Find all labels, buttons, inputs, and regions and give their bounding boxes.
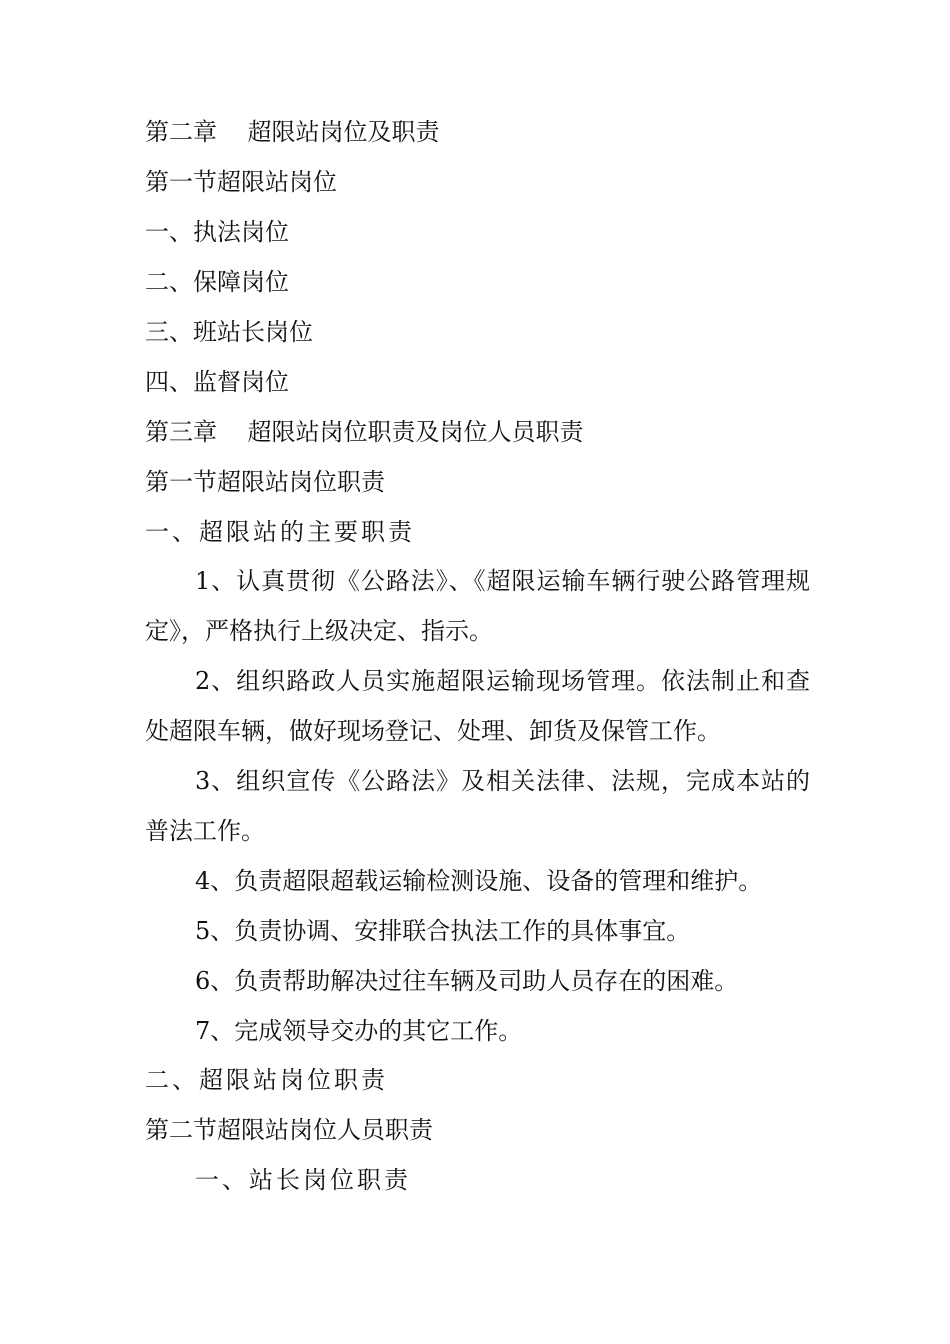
section-heading: 第一节超限站岗位职责 [145,468,385,496]
list-item: 三、班站长岗位 [145,318,313,346]
duty-paragraph: 1、认真贯彻《公路法》、《超限运输车辆行驶公路管理规定》，严格执行上级决定、指示。 [145,567,810,645]
duty-paragraph: 5、负责协调、安排联合执法工作的具体事宜。 [195,917,691,945]
duty-paragraph: 4、负责超限超载运输检测设施、设备的管理和维护。 [195,867,763,895]
duty-paragraph: 6、负责帮助解决过往车辆及司助人员存在的困难。 [195,967,739,995]
list-item: 二、保障岗位 [145,268,289,296]
subsection-heading: 一、超限站的主要职责 [145,518,415,546]
chapter-heading: 第二章 超限站岗位及职责 [145,118,440,146]
section-heading: 第二节超限站岗位人员职责 [145,1116,433,1144]
subsection-heading: 一、站长岗位职责 [195,1166,411,1194]
list-item: 四、监督岗位 [145,368,289,396]
list-item: 一、执法岗位 [145,218,289,246]
duty-paragraph: 3、组织宣传《公路法》及相关法律、法规，完成本站的普法工作。 [145,767,810,845]
section-heading: 第一节超限站岗位 [145,168,337,196]
duty-paragraph: 2、组织路政人员实施超限运输现场管理。依法制止和查处超限车辆，做好现场登记、处理、卸货及保管工作。 [145,667,810,745]
duty-paragraph: 7、完成领导交办的其它工作。 [195,1017,523,1045]
chapter-heading: 第三章 超限站岗位职责及岗位人员职责 [145,418,584,446]
subsection-heading: 二、超限站岗位职责 [145,1066,388,1094]
